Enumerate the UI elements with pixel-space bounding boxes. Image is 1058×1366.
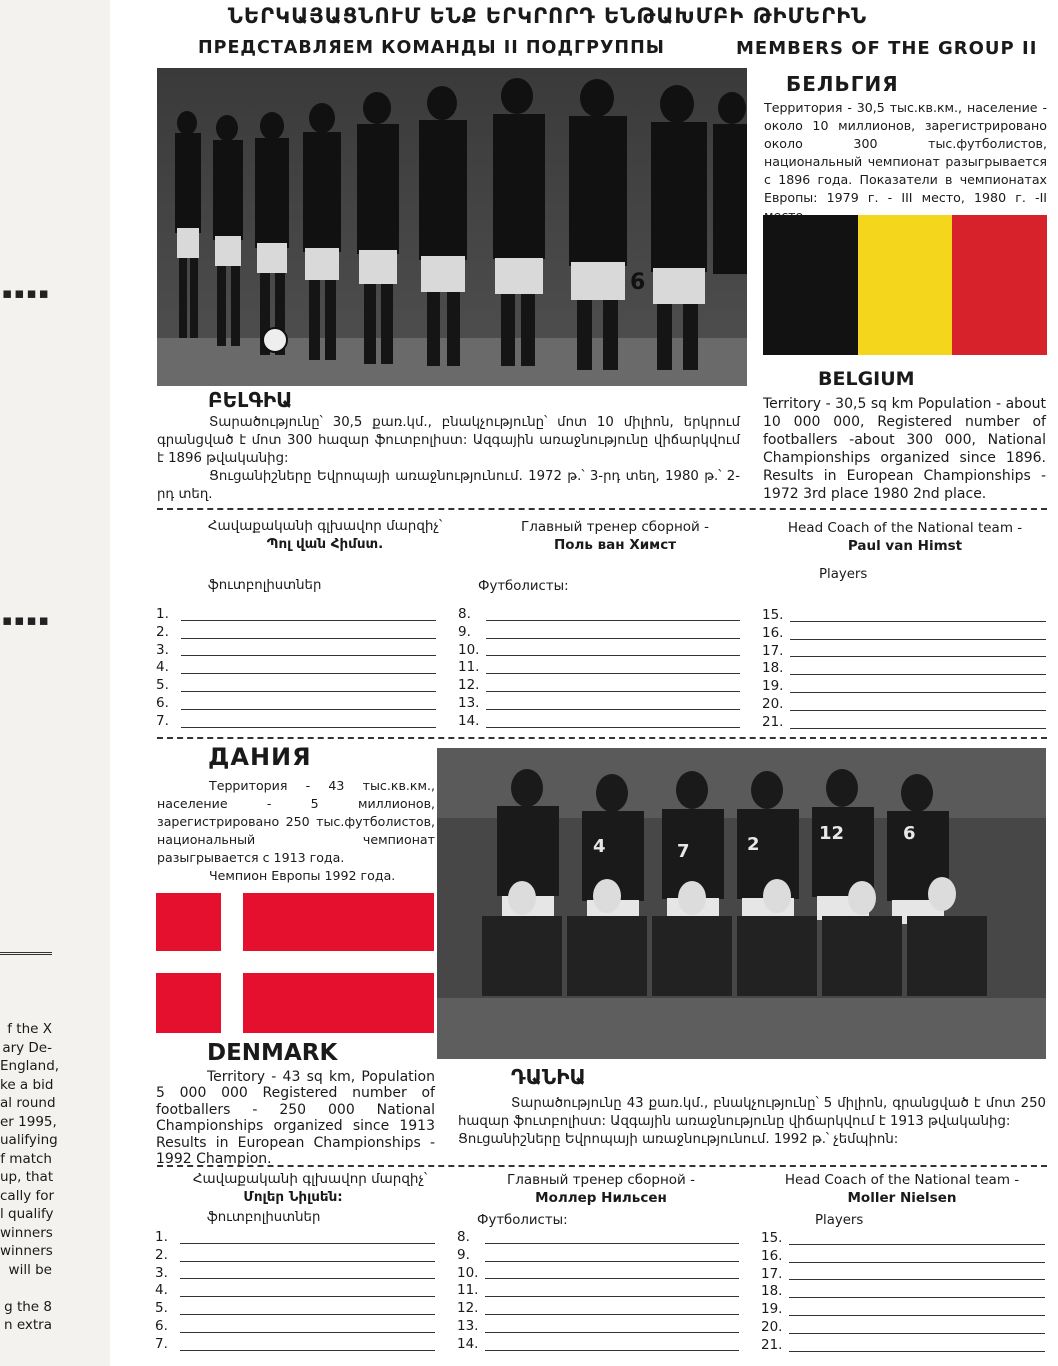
gutter-line: g the 8: [4, 1298, 52, 1315]
player-entry-line[interactable]: [789, 1244, 1045, 1245]
gutter-line: winners: [0, 1243, 53, 1259]
denmark-name-english: DENMARK: [207, 1040, 338, 1066]
page-title-english: MEMBERS OF THE GROUP II: [736, 38, 1038, 59]
players-label-english: Players: [819, 567, 868, 582]
jersey-number: 12: [819, 823, 845, 844]
coach-name-armenian: Պոլ վան Հիմստ.: [266, 536, 384, 552]
jersey-number: 4: [593, 836, 606, 857]
player-number: 3.: [156, 641, 169, 658]
player-entry-line[interactable]: [180, 1350, 435, 1351]
player-number: 5.: [156, 677, 169, 694]
player-row: [156, 606, 436, 624]
denmark-name-armenian: ԴԱՆԻԱ: [511, 1065, 586, 1089]
jersey-number: 6: [903, 823, 916, 844]
gutter-line: ualifying: [0, 1132, 58, 1148]
gutter-line: [0, 1279, 52, 1298]
flag-cross-horizontal: [156, 951, 434, 973]
belgium-info-armenian: Տարածությունը՝ 30,5 քառ.կմ., բնակչությունը՝ մոտ 10 միլիոն, երկրում գրանցված է մոտ 300 հազար ֆուտբոլիստ: Ազգային առաջնությունը վիճարկվում է 1896 թվականից:: [157, 415, 740, 466]
dashed-separator: [157, 737, 1047, 739]
player-row: [761, 1230, 1045, 1248]
jersey-number: 6: [630, 270, 646, 295]
belgium-players-list-3: [762, 607, 1046, 732]
belgium-name-english: BELGIUM: [818, 368, 915, 390]
player-row: [457, 1336, 739, 1354]
belgium-flag: [763, 215, 1047, 355]
player-number: 9.: [458, 623, 471, 640]
player-entry-line[interactable]: [486, 709, 740, 710]
player-row: [156, 659, 436, 677]
player-row: [155, 1282, 435, 1300]
denmark-players-list-2: [457, 1229, 739, 1354]
player-row: [458, 642, 740, 660]
coach-name-russian: Поль ван Химст: [553, 537, 677, 553]
gutter-line: f match: [0, 1150, 52, 1167]
player-number: 20.: [762, 695, 784, 712]
players-label-russian: Футболисты:: [477, 1213, 568, 1228]
belgium-results-armenian: Ցուցանիշները Եվրոպայի առաջնությունում. 1972 թ.՝ 3-րդ տեղ, 1980 թ.՝ 2-րդ տեղ.: [157, 469, 740, 502]
player-number: 17.: [762, 642, 784, 659]
player-entry-line[interactable]: [790, 621, 1046, 622]
players-label-russian: Футболисты:: [478, 579, 569, 594]
player-entry-line[interactable]: [790, 656, 1046, 657]
player-entry-line[interactable]: [789, 1315, 1045, 1316]
player-entry-line[interactable]: [485, 1261, 739, 1262]
player-row: [762, 607, 1046, 625]
player-number: 21.: [762, 713, 784, 730]
player-row: [458, 713, 740, 731]
belgium-info-english: Territory - 30,5 sq km Population - about 10 000 000, Registered number of footballers -about 300 000, National Championships organized since 1896. Results in European Championships - 1972 3rd place 1980 2nd place.: [763, 396, 1046, 502]
player-row: [458, 624, 740, 642]
player-row: [457, 1247, 739, 1265]
player-number: 1.: [155, 1229, 168, 1245]
player-row: [761, 1283, 1045, 1301]
coach-caption-russian: Главный тренер сборной -: [507, 1172, 695, 1188]
player-row: [458, 677, 740, 695]
player-entry-line[interactable]: [180, 1296, 435, 1297]
gutter-line: ke a bid: [0, 1076, 54, 1093]
player-entry-line[interactable]: [789, 1279, 1045, 1280]
player-number: 14.: [457, 1335, 479, 1352]
player-number: 11.: [458, 659, 480, 676]
player-number: 2.: [156, 623, 169, 640]
player-entry-line[interactable]: [181, 655, 436, 656]
gutter-line: England,: [0, 1058, 60, 1074]
player-number: 11.: [457, 1282, 479, 1299]
page-title-armenian: ՆԵՐԿԱՅԱՑՆՈՒՄ ԵՆՔ ԵՐԿՐՈՐԴ ԵՆԹԱԽՄԲԻ ԹԻՄԵՐԻՆ: [227, 4, 868, 28]
player-entry-line[interactable]: [486, 620, 740, 621]
gutter-line: up, that: [0, 1169, 54, 1185]
player-number: 19.: [761, 1301, 783, 1318]
player-number: 18.: [762, 660, 784, 677]
denmark-info-english: Territory - 43 sq km, Population 5 000 000 Registered number of footballers - 250 000 National Championships organized since 1913 Results in European Championships - 1992 Champion.: [156, 1069, 435, 1168]
dashed-separator: [157, 508, 1047, 510]
dashed-separator: [157, 1165, 1047, 1167]
player-entry-line[interactable]: [181, 709, 436, 710]
gutter-line: n extra: [3, 1317, 52, 1333]
player-row: [457, 1318, 739, 1336]
player-number: 14.: [458, 712, 480, 729]
player-entry-line[interactable]: [181, 727, 436, 728]
belgium-players-list-1: [156, 606, 436, 731]
player-row: [156, 713, 436, 731]
player-row: [762, 625, 1046, 643]
coach-name-russian: Моллер Нильсен: [535, 1190, 667, 1206]
player-row: [155, 1318, 435, 1336]
player-number: 16.: [762, 624, 784, 641]
denmark-info-armenian: Տարածությունը 43 քառ.կմ., բնակչությունը՝ 5 միլիոն, գրանցված է մոտ 250 հազար ֆուտբոլիստ: Ազգային առաջնությունը վիճարկվում է 1913 թվականից:: [458, 1096, 1046, 1129]
player-row: [156, 624, 436, 642]
player-entry-line[interactable]: [486, 638, 740, 639]
player-number: 2.: [155, 1246, 168, 1263]
gutter-line: al round: [0, 1095, 56, 1111]
player-number: 18.: [761, 1283, 783, 1300]
coach-name-armenian: Մոլեր Նիլսեն:: [243, 1189, 343, 1205]
player-entry-line[interactable]: [790, 639, 1046, 640]
player-entry-line[interactable]: [485, 1332, 739, 1333]
jersey-number: 7: [677, 841, 690, 862]
player-entry-line[interactable]: [789, 1351, 1045, 1352]
player-number: 7.: [155, 1335, 168, 1352]
player-number: 6.: [156, 694, 169, 711]
player-entry-line[interactable]: [789, 1262, 1045, 1263]
player-row: [762, 643, 1046, 661]
belgium-name-russian: БЕЛЬГИЯ: [786, 72, 899, 96]
gutter-line: winners: [0, 1224, 53, 1241]
player-number: 9.: [457, 1246, 470, 1263]
player-entry-line[interactable]: [485, 1314, 739, 1315]
player-entry-line[interactable]: [486, 673, 740, 674]
player-row: [457, 1300, 739, 1318]
player-entry-line[interactable]: [181, 691, 436, 692]
player-number: 15.: [762, 607, 784, 623]
player-number: 20.: [761, 1318, 783, 1335]
player-entry-line[interactable]: [789, 1297, 1045, 1298]
player-row: [762, 678, 1046, 696]
player-row: [457, 1265, 739, 1283]
gutter-line: er 1995,: [0, 1113, 57, 1130]
gutter-rule: [0, 952, 52, 955]
page-title-russian: ПРЕДСТАВЛЯЕМ КОМАНДЫ II ПОДГРУППЫ: [198, 38, 665, 58]
player-number: 21.: [761, 1336, 783, 1353]
player-number: 16.: [761, 1247, 783, 1264]
bullet-dots: ▪▪▪▪: [2, 284, 51, 302]
denmark-results-armenian: Ցուցանիշները Եվրոպայի առաջնությունում. 1992 թ.՝ չեմպիոն:: [458, 1132, 899, 1147]
player-entry-line[interactable]: [485, 1296, 739, 1297]
player-entry-line[interactable]: [181, 673, 436, 674]
belgium-name-armenian: ԲԵԼԳԻԱ: [208, 388, 293, 412]
coach-caption-english: Head Coach of the National team -: [787, 520, 1023, 536]
coach-name-english: Moller Nielsen: [847, 1190, 957, 1206]
players-label-english: Players: [815, 1213, 864, 1228]
player-number: 19.: [762, 678, 784, 695]
coach-caption-english: Head Coach of the National team -: [784, 1172, 1020, 1188]
player-row: [155, 1247, 435, 1265]
gutter-line: cally for: [0, 1187, 55, 1204]
player-number: 12.: [458, 677, 480, 694]
player-row: [761, 1301, 1045, 1319]
player-row: [156, 642, 436, 660]
player-entry-line[interactable]: [790, 728, 1046, 729]
player-number: 7.: [156, 712, 169, 729]
jersey-number: 2: [747, 834, 760, 855]
player-entry-line[interactable]: [485, 1278, 739, 1279]
gutter-line: f the X: [7, 1021, 52, 1037]
player-row: [457, 1282, 739, 1300]
player-row: [155, 1300, 435, 1318]
belgium-team-photo: [157, 68, 747, 386]
player-row: [458, 695, 740, 713]
belgium-info-russian: Территория - 30,5 тыс.кв.км., население - около 10 миллионов, зарегистрировано около 300 тыс.футболистов, национальный чемпионат разыгрывается с 1896 года. Показатели в чемпионатах Европы: 1979 г. - III место, 1980 г. -II: [764, 100, 1047, 205]
player-row: [457, 1229, 739, 1247]
denmark-players-list-1: [155, 1229, 435, 1354]
gutter-line: will be: [8, 1261, 52, 1278]
player-entry-line[interactable]: [790, 674, 1046, 675]
player-number: 8.: [458, 606, 471, 622]
player-entry-line[interactable]: [486, 655, 740, 656]
player-number: 13.: [457, 1317, 479, 1334]
denmark-info-russian: Территория - 43 тыс.кв.км., население - 5 миллионов, зарегистрировано 250 тыс.футболистов, национальный чемпионат разыгрывается с 1913 года.: [157, 778, 435, 865]
flag-stripe-red: [952, 215, 1047, 355]
gutter-line: ary De-: [2, 1039, 52, 1056]
flag-stripe-black: [763, 215, 858, 355]
players-label-armenian: ֆուտբոլիստներ: [207, 1210, 321, 1225]
player-row: [761, 1337, 1045, 1355]
gutter-line: l qualify: [0, 1206, 54, 1222]
player-number: 6.: [155, 1317, 168, 1334]
player-row: [155, 1336, 435, 1354]
player-row: [762, 660, 1046, 678]
player-row: [156, 677, 436, 695]
player-number: 10.: [457, 1264, 479, 1281]
player-entry-line[interactable]: [181, 638, 436, 639]
player-entry-line[interactable]: [789, 1333, 1045, 1334]
denmark-name-russian: ДАНИЯ: [208, 743, 312, 771]
player-row: [762, 696, 1046, 714]
player-entry-line[interactable]: [180, 1261, 435, 1262]
player-number: 15.: [761, 1230, 783, 1246]
player-entry-line[interactable]: [180, 1278, 435, 1279]
player-number: 3.: [155, 1264, 168, 1281]
player-number: 13.: [458, 694, 480, 711]
player-row: [761, 1319, 1045, 1337]
player-entry-line[interactable]: [486, 727, 740, 728]
player-entry-line[interactable]: [180, 1332, 435, 1333]
player-number: 4.: [156, 659, 169, 676]
left-page-gutter: [0, 0, 110, 1366]
player-entry-line[interactable]: [485, 1243, 739, 1244]
player-row: [761, 1266, 1045, 1284]
player-entry-line[interactable]: [790, 692, 1046, 693]
player-row: [155, 1229, 435, 1247]
denmark-team-photo: [437, 748, 1046, 1059]
coach-caption-russian: Главный тренер сборной -: [521, 519, 709, 535]
player-number: 4.: [155, 1282, 168, 1299]
player-entry-line[interactable]: [486, 691, 740, 692]
player-row: [458, 606, 740, 624]
players-label-armenian: ֆուտբոլիստներ: [208, 578, 322, 593]
denmark-flag: [156, 893, 434, 1033]
player-number: 12.: [457, 1300, 479, 1317]
player-row: [761, 1248, 1045, 1266]
coach-caption-armenian: Հավաքականի գլխավոր մարզիչ՝: [207, 518, 443, 534]
player-row: [155, 1265, 435, 1283]
player-number: 10.: [458, 641, 480, 658]
player-row: [762, 714, 1046, 732]
coach-caption-armenian: Հավաքականի գլխավոր մարզիչ՝: [192, 1171, 428, 1187]
bullet-dots: ▪▪▪▪: [2, 611, 51, 629]
denmark-champion-russian: Чемпион Европы 1992 года.: [209, 868, 396, 883]
coach-name-english: Paul van Himst: [847, 538, 963, 554]
belgium-players-list-2: [458, 606, 740, 731]
player-number: 5.: [155, 1300, 168, 1317]
flag-stripe-yellow: [858, 215, 953, 355]
denmark-players-list-3: [761, 1230, 1045, 1355]
player-row: [458, 659, 740, 677]
gutter-text: [0, 1020, 60, 1335]
player-entry-line[interactable]: [181, 620, 436, 621]
player-entry-line[interactable]: [180, 1243, 435, 1244]
player-number: 8.: [457, 1229, 470, 1245]
player-entry-line[interactable]: [180, 1314, 435, 1315]
player-row: [156, 695, 436, 713]
player-entry-line[interactable]: [790, 710, 1046, 711]
player-entry-line[interactable]: [485, 1350, 739, 1351]
player-number: 17.: [761, 1265, 783, 1282]
player-number: 1.: [156, 606, 169, 622]
